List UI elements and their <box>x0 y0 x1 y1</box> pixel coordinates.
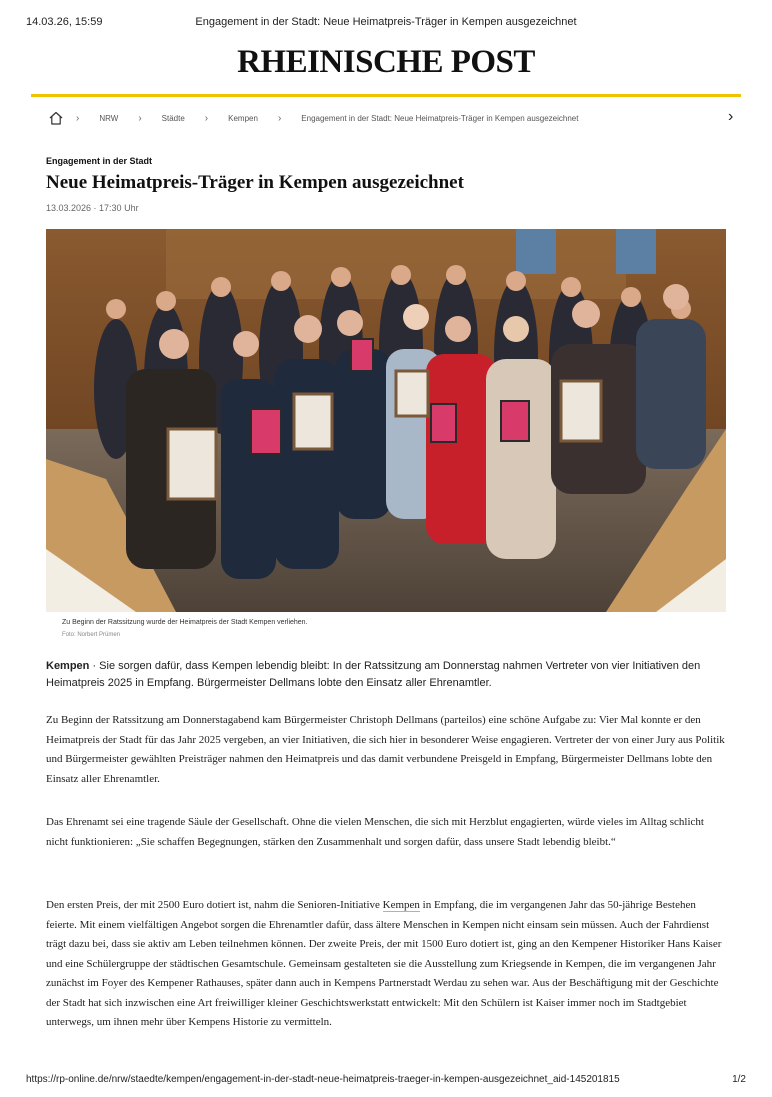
print-page-number: 1/2 <box>732 1074 746 1085</box>
article-photo <box>46 229 726 612</box>
image-caption: Zu Beginn der Ratssitzung wurde der Heimatpreis der Stadt Kempen verliehen. <box>62 619 308 626</box>
breadcrumb-item-kempen[interactable]: Kempen <box>228 113 258 123</box>
chevron-right-icon: › <box>277 112 282 124</box>
paragraph-text: Den ersten Preis, der mit 2500 Euro dotiert ist, nahm die Senioren-Initiative <box>46 899 383 911</box>
home-icon[interactable] <box>48 109 66 127</box>
article-kicker: Engagement in der Stadt <box>46 156 153 166</box>
teaser-location: Kempen <box>46 660 90 672</box>
breadcrumb-item-current: Engagement in der Stadt: Neue Heimatpreis-Träger in Kempen ausgezeichnet <box>301 113 579 123</box>
print-page-title: Engagement in der Stadt: Neue Heimatpreis-Träger in Kempen ausgezeichnet <box>195 16 577 28</box>
article-paragraph <box>46 896 728 1033</box>
breadcrumb <box>48 106 748 130</box>
print-url: https://rp-online.de/nrw/staedte/kempen/engagement-in-der-stadt-neue-heimatpreis-traeger-in-kempen-ausgezeichnet_aid-145201815 <box>26 1074 620 1085</box>
breadcrumb-item-nrw[interactable]: NRW <box>99 113 119 123</box>
chevron-right-icon: › <box>76 112 80 124</box>
chevron-right-icon: › <box>138 112 142 124</box>
print-header <box>26 16 746 30</box>
print-datetime: 14.03.26, 15:59 <box>26 16 103 28</box>
image-credit: Foto: Norbert Prümen <box>62 632 121 638</box>
kempen-link[interactable]: Kempen <box>382 899 420 911</box>
article-paragraph: Zu Beginn der Ratssitzung am Donnerstagabend kam Bürgermeister Christoph Dellmans (parteilos) eine schöne Aufgabe zu: Vier Mal konnte er den Heimatpreis der Stadt für das Jahr 2025 vergeben, an vier Initiativen, die sich hier in besonderer Weise engagieren. Vertreter der von einer Jury aus Politik und Bürgermeister gewählten Preisträger nahmen den Heimatpreis und das damit verbundene Preisgeld in Empfang, Bürgermeister Dellmans lobte den Einsatz aller Ehrenamtler. <box>46 714 725 785</box>
breadcrumb-item-staedte[interactable]: Städte <box>161 113 185 123</box>
article-paragraph: Das Ehrenamt sei eine tragende Säule der Gesellschaft. Ohne die vielen Menschen, die sich mit Herzblut engagierten, würde vieles im Alltag schlicht nicht funktionieren: „Sie schaffen Begegnungen, stärken den Zusammenhalt und sorgen dafür, dass unsere Stadt lebendig bleibt.“ <box>46 816 704 848</box>
article-teaser <box>46 658 726 692</box>
chevron-right-icon[interactable]: › <box>728 108 734 125</box>
article-headline: Neue Heimatpreis-Träger in Kempen ausgezeichnet <box>46 172 464 193</box>
teaser-text: · Sie sorgen dafür, dass Kempen lebendig bleibt: In der Ratssitzung am Donnerstag nahmen Vertreter von vier Initiativen den Heimatpreis 2025 in Empfang. Bürgermeister Dellmans lobte den Einsatz aller Ehrenamtler. <box>46 660 701 689</box>
site-logo[interactable]: RHEINISCHE POST <box>237 44 535 80</box>
article-date: 13.03.2026 · 17:30 Uhr <box>46 203 139 213</box>
paragraph-text: in Empfang, die im vergangenen Jahr das 50-jährige Bestehen feierte. Mit einem vielfältigen Angebot sorgen die Ehrenamtler dafür, dass ältere Menschen in Kempen nicht einsam sein müssen. Auch der Fahrdienst trägt dazu bei, dass sie aktiv am Leben teilnehmen können. Der zweite Preis, der mit 1500 Euro dotiert ist, ging an den Kempener Historiker Hans Kaiser und eine Schülergruppe der städtischen Gesamtschule. Gemeinsam gestalteten sie die Ausstellung zum Kriegsende in Kempen, die im vergangenen Jahr zunächst im Foyer des Kempener Rathauses, später dann auch in Kempens Partnerstadt Werdau zu sehen war. Aus der Beschäftigung mit der Geschichte der Stadt hat sich inzwischen eine Art freiwilliger kleiner Geschichtswerkstatt entwickelt: Mit den Schülern ist Kaiser immer noch im Stadtgebiet unterwegs, um ihnen mehr über Kempens Historie zu vermitteln. <box>46 899 722 1028</box>
masthead <box>31 44 741 97</box>
chevron-right-icon: › <box>204 112 209 124</box>
